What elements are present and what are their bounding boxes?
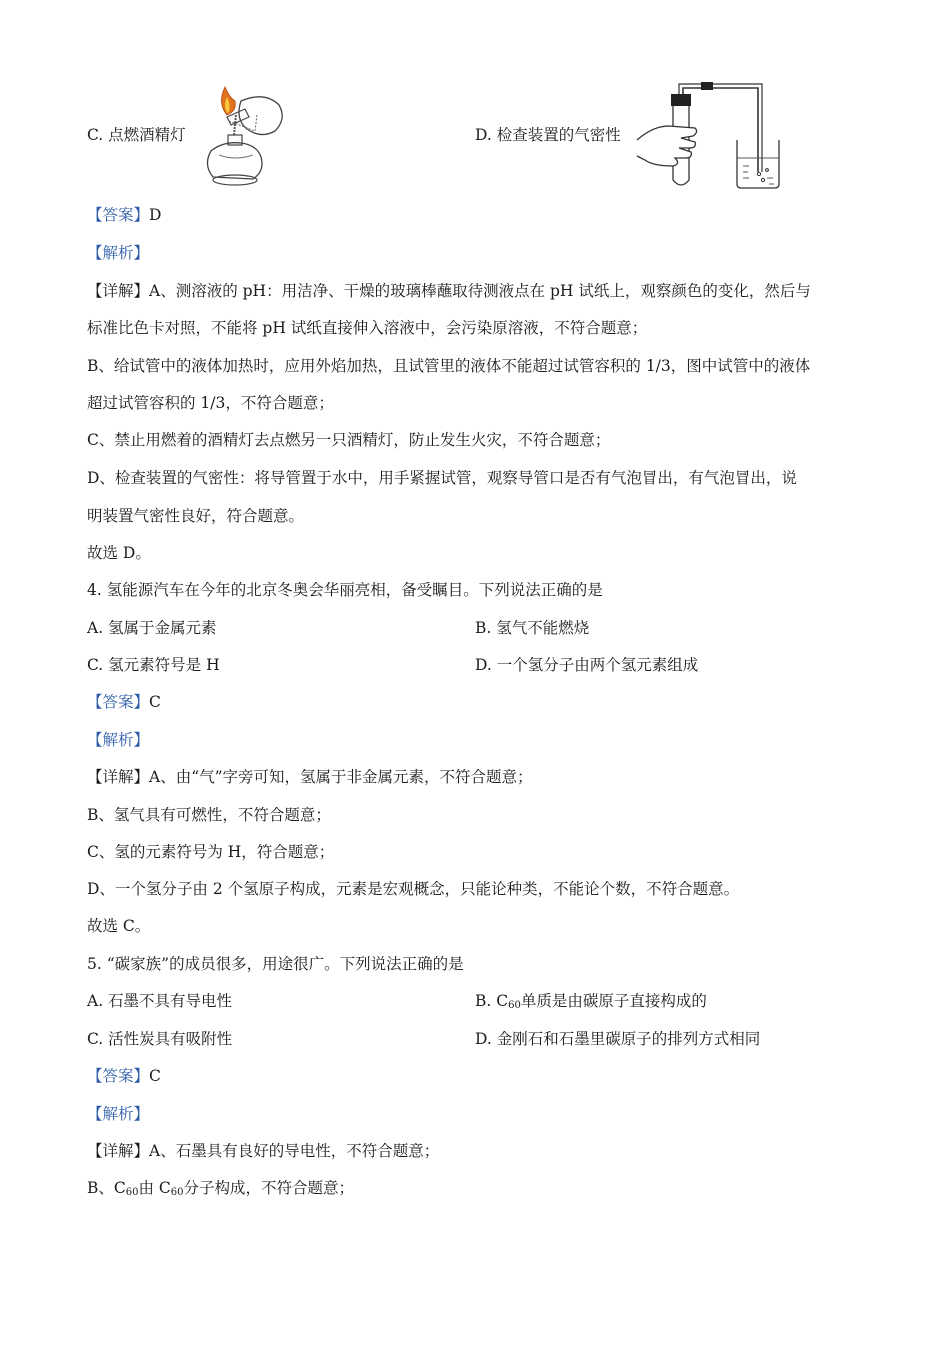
alcohol-lamp-figure [195, 85, 290, 190]
q3-conclusion: 故选 D。 [87, 544, 151, 562]
detail-text: A、由“气”字旁可知，氢属于非金属元素，不符合题意； [149, 768, 533, 786]
answer-value: D [149, 206, 162, 224]
q3-detail-c: C、禁止用燃着的酒精灯去点燃另一只酒精灯，防止发生火灾，不符合题意； [87, 431, 611, 449]
answer-tag: 【答案】 [87, 1067, 150, 1085]
detail-b-prefix: B、C [87, 1179, 126, 1197]
detail-text: A、测溶液的 pH：用洁净、干燥的玻璃棒蘸取待测液点在 pH 试纸上，观察颜色的变化，然后与 [149, 282, 811, 300]
q4-detail-d: D、一个氢分子由 2 个氢原子构成，元素是宏观概念，只能论种类，不能论个数，不符合题意。 [87, 880, 740, 898]
q5-detail-a [87, 1141, 439, 1161]
option-b-prefix: B. C [475, 992, 509, 1010]
subscript: 60 [508, 1000, 521, 1011]
q4-conclusion: 故选 C。 [87, 917, 151, 935]
detail-b-mid: 由 C [138, 1179, 171, 1197]
q4-detail-a [87, 767, 533, 787]
answer-tag: 【答案】 [87, 206, 150, 224]
q3-analysis-tag: 【解析】 [87, 244, 150, 262]
answer-value: C [149, 1067, 161, 1085]
q3-detail-a1 [87, 281, 811, 301]
q5-option-d: D. 金刚石和石墨里碳原子的排列方式相同 [475, 1030, 761, 1048]
answer-value: C [149, 693, 161, 711]
q4-stem: 4. 氢能源汽车在今年的北京冬奥会华丽亮相，备受瞩目。下列说法正确的是 [87, 581, 603, 599]
q3-detail-d1: D、检查装置的气密性：将导管置于水中，用手紧握试管，观察导管口是否有气泡冒出，有气泡冒出，说 [87, 469, 797, 487]
answer-tag: 【答案】 [87, 693, 150, 711]
detail-tag: 【详解】 [87, 768, 150, 786]
q3-detail-d2: 明装置气密性良好，符合题意。 [87, 507, 305, 525]
q4-detail-c: C、氢的元素符号为 H，符合题意； [87, 843, 335, 861]
detail-b-text: 分子构成，不符合题意； [183, 1179, 355, 1197]
detail-tag: 【详解】 [87, 1142, 150, 1160]
q4-option-c: C. 氢元素符号是 H [87, 656, 220, 674]
q5-analysis-tag: 【解析】 [87, 1105, 150, 1123]
q4-analysis-tag: 【解析】 [87, 731, 150, 749]
q5-option-a: A. 石墨不具有导电性 [87, 992, 233, 1010]
q3-detail-a2: 标准比色卡对照，不能将 pH 试纸直接伸入溶液中，会污染原溶液，不符合题意； [87, 319, 648, 337]
subscript: 60 [170, 1187, 184, 1198]
q4-option-b: B. 氢气不能燃烧 [475, 619, 590, 637]
q5-detail-b [87, 1178, 354, 1201]
q5-stem: 5. “碳家族”的成员很多，用途很广。下列说法正确的是 [87, 955, 464, 973]
q4-detail-b: B、氢气具有可燃性，不符合题意； [87, 806, 331, 824]
q5-answer [87, 1066, 161, 1086]
subscript: 60 [125, 1187, 139, 1198]
detail-tag: 【详解】 [87, 282, 150, 300]
q3-answer [87, 205, 161, 225]
q5-option-c: C. 活性炭具有吸附性 [87, 1030, 233, 1048]
q4-option-a: A. 氢属于金属元素 [87, 619, 217, 637]
option-b-text: 单质是由碳原子直接构成的 [520, 992, 707, 1010]
q4-option-d: D. 一个氢分子由两个氢元素组成 [475, 656, 699, 674]
q5-option-b [475, 991, 707, 1014]
q4-answer [87, 692, 161, 712]
q3-option-d: D. 检查装置的气密性 [475, 126, 621, 144]
q3-option-c: C. 点燃酒精灯 [87, 126, 186, 144]
q3-detail-b1: B、给试管中的液体加热时，应用外焰加热，且试管里的液体不能超过试管容积的 1/3，图中试管中的液体 [87, 357, 811, 375]
q3-detail-b2: 超过试管容积的 1/3，不符合题意； [87, 394, 334, 412]
detail-text: A、石墨具有良好的导电性，不符合题意； [149, 1142, 440, 1160]
airtightness-check-figure [633, 80, 788, 192]
